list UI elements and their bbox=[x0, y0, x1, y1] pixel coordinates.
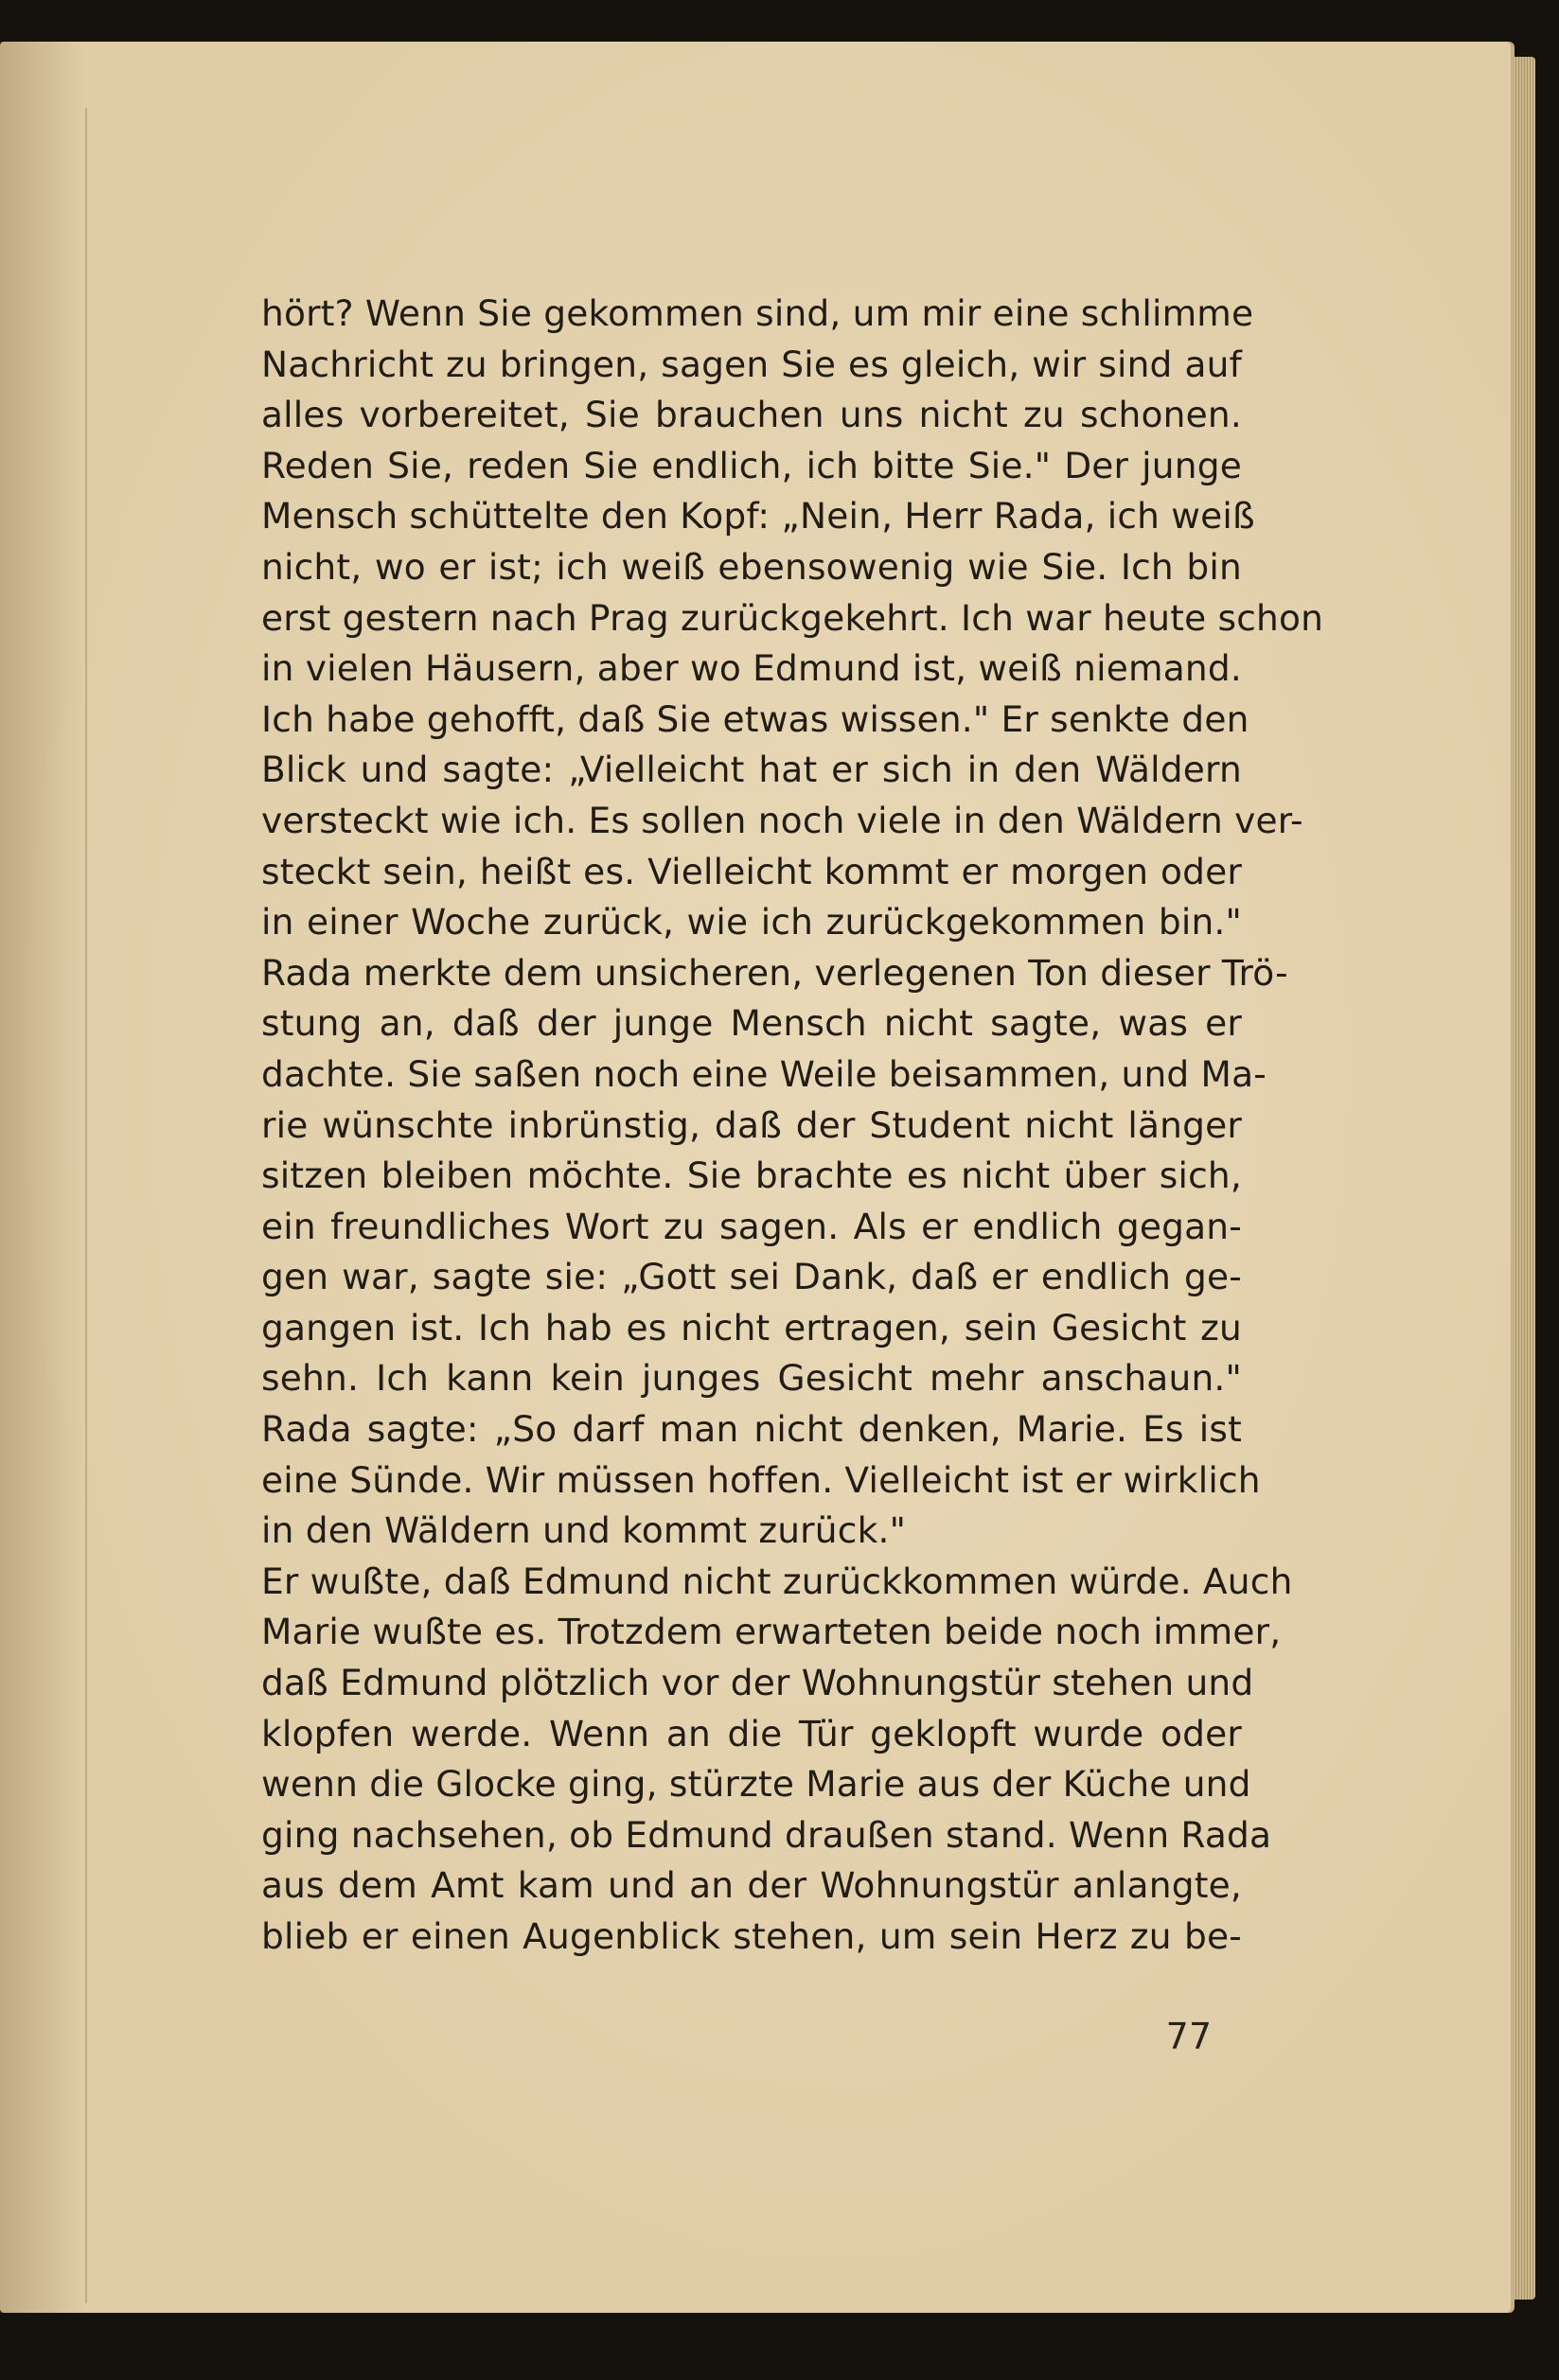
text-line: aus dem Amt kam und an der Wohnungstür anlangte, bbox=[261, 1864, 1242, 1907]
page-number: 77 bbox=[1165, 2016, 1212, 2057]
text-line: in den Wäldern und kommt zurück." bbox=[261, 1509, 907, 1552]
text-line: stung an, daß der junge Mensch nicht sagte, was er bbox=[261, 1002, 1242, 1045]
text-line: sehn. Ich kann kein junges Gesicht mehr anschaun." bbox=[261, 1357, 1242, 1400]
text-line: eine Sünde. Wir müssen hoffen. Vielleicht ist er wirklich bbox=[261, 1458, 1261, 1501]
text-line: Er wußte, daß Edmund nicht zurückkommen würde. Auch bbox=[261, 1560, 1293, 1602]
text-line: Marie wußte es. Trotzdem erwarteten beide noch immer, bbox=[261, 1611, 1282, 1653]
text-line: Ich habe gehofft, daß Sie etwas wissen." Er senkte den bbox=[261, 697, 1249, 740]
text-line: sitzen bleiben möchte. Sie brachte es nicht über sich, bbox=[261, 1155, 1242, 1197]
text-line: Nachricht zu bringen, sagen Sie es gleich, wir sind auf bbox=[261, 343, 1242, 385]
text-line: daß Edmund plötzlich vor der Wohnungstür stehen und bbox=[261, 1662, 1254, 1704]
text-line: nicht, wo er ist; ich weiß ebensowenig wie Sie. Ich bin bbox=[261, 545, 1242, 588]
text-line: in vielen Häusern, aber wo Edmund ist, weiß niemand. bbox=[261, 647, 1242, 690]
text-line: rie wünschte inbrünstig, daß der Student nicht länger bbox=[261, 1103, 1242, 1146]
text-line: dachte. Sie saßen noch eine Weile beisammen, und Ma- bbox=[261, 1052, 1267, 1095]
body-text bbox=[261, 289, 1324, 1963]
text-line: steckt sein, heißt es. Vielleicht kommt er morgen oder bbox=[261, 850, 1242, 892]
text-line: klopfen werde. Wenn an die Tür geklopft wurde oder bbox=[261, 1712, 1242, 1754]
text-line: wenn die Glocke ging, stürzte Marie aus der Küche und bbox=[261, 1763, 1251, 1806]
text-line: ging nachsehen, ob Edmund draußen stand. Wenn Rada bbox=[261, 1813, 1272, 1856]
text-line: versteckt wie ich. Es sollen noch viele in den Wäldern ver- bbox=[261, 799, 1303, 841]
text-line: hört? Wenn Sie gekommen sind, um mir eine schlimme bbox=[261, 292, 1254, 334]
text-line: ein freundliches Wort zu sagen. Als er endlich gegan- bbox=[261, 1205, 1242, 1247]
text-line: erst gestern nach Prag zurückgekehrt. Ich war heute schon bbox=[261, 596, 1324, 639]
text-line: Rada merkte dem unsicheren, verlegenen Ton dieser Trö- bbox=[261, 951, 1288, 994]
text-line: Mensch schüttelte den Kopf: „Nein, Herr Rada, ich weiß bbox=[261, 495, 1255, 538]
binding-gutter bbox=[85, 108, 87, 2303]
text-line: gangen ist. Ich hab es nicht ertragen, sein Gesicht zu bbox=[261, 1306, 1242, 1349]
text-line: Blick und sagte: „Vielleicht hat er sich in den Wäldern bbox=[261, 749, 1242, 791]
text-line: gen war, sagte sie: „Gott sei Dank, daß er endlich ge- bbox=[261, 1256, 1242, 1298]
text-line: blieb er einen Augenblick stehen, um sein Herz zu be- bbox=[261, 1915, 1242, 1957]
text-line: Rada sagte: „So darf man nicht denken, Marie. Es ist bbox=[261, 1408, 1242, 1451]
text-line: Reden Sie, reden Sie endlich, ich bitte Sie." Der junge bbox=[261, 444, 1242, 486]
text-line: in einer Woche zurück, wie ich zurückgekommen bin." bbox=[261, 901, 1242, 943]
text-line: alles vorbereitet, Sie brauchen uns nicht zu schonen. bbox=[261, 394, 1242, 436]
